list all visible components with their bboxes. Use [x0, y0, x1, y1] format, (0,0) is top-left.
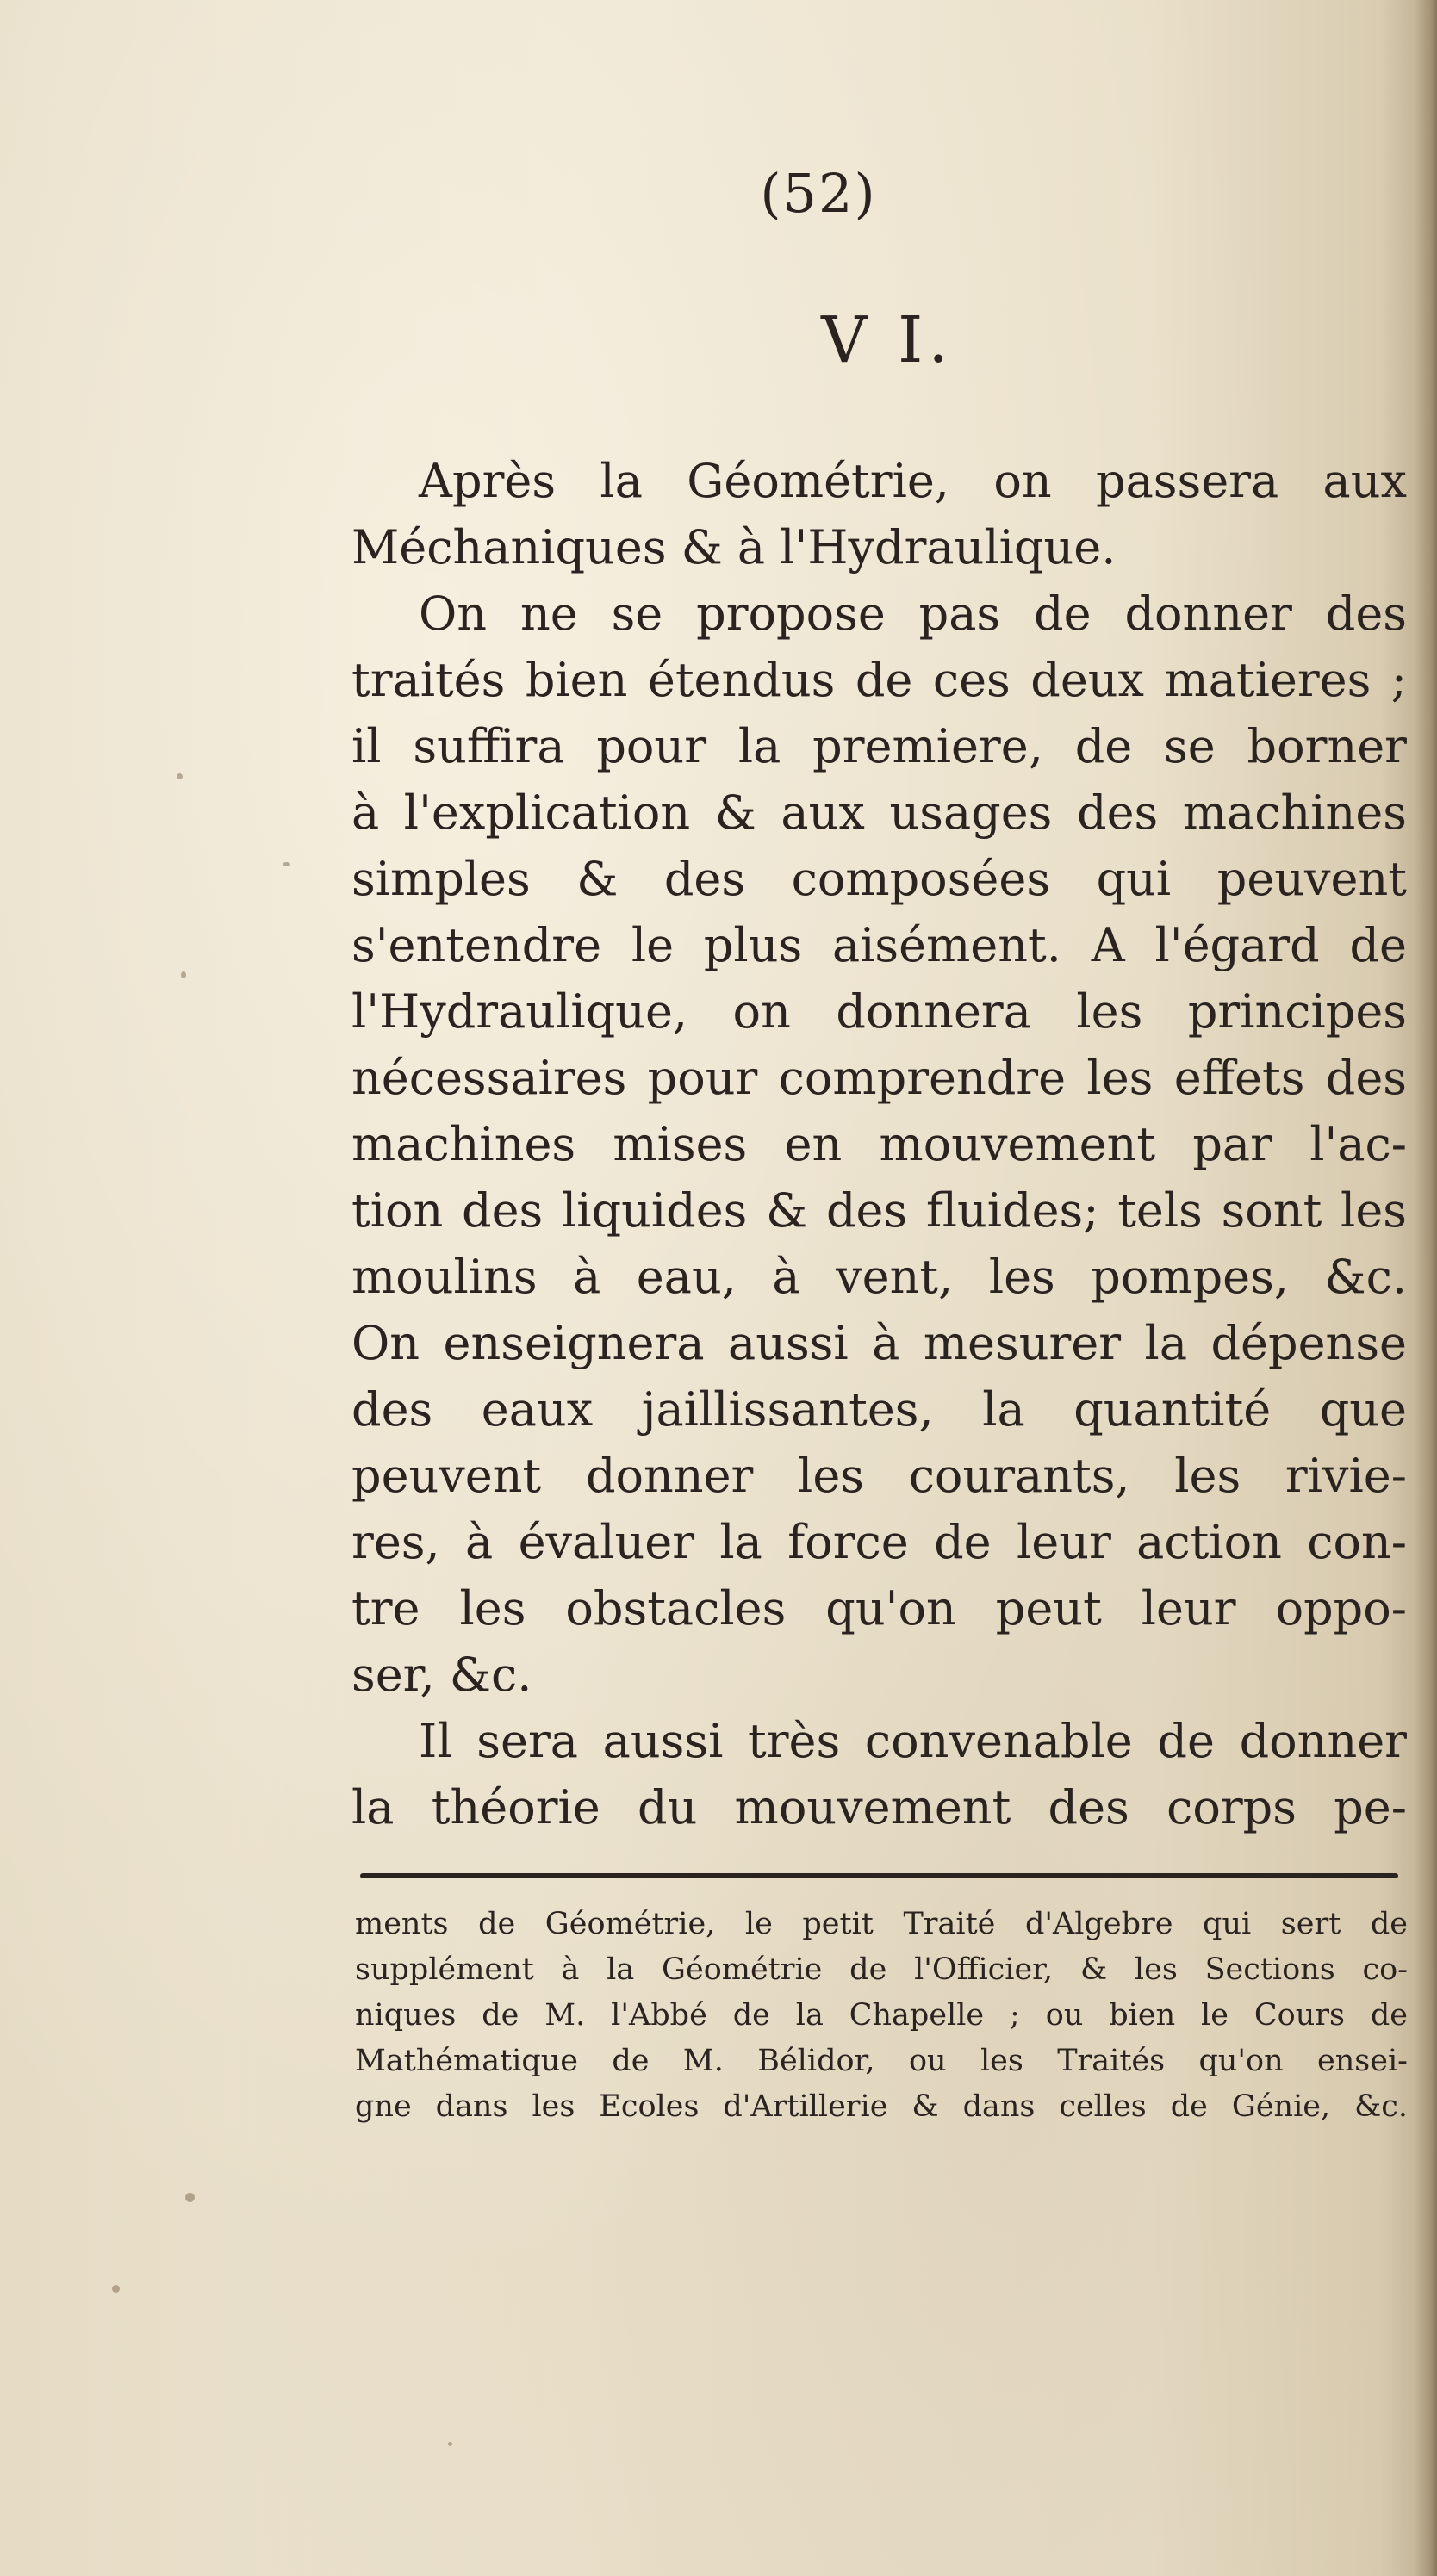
- foxing-spot: [181, 971, 186, 978]
- body-line: la théorie du mouvement des corps pe-: [351, 1780, 1407, 1834]
- body-line: nécessaires pour comprendre les effets des: [351, 1051, 1407, 1105]
- footnote-line: Mathématique de M. Bélidor, ou les Traités qu'on ensei-: [355, 2044, 1408, 2078]
- page-edge-shadow: [1415, 0, 1437, 2576]
- body-text: [351, 448, 1407, 1840]
- body-line: res, à évaluer la force de leur action con-: [351, 1515, 1407, 1569]
- page-number: (52): [760, 162, 877, 225]
- body-line: On enseignera aussi à mesurer la dépense: [351, 1316, 1407, 1370]
- body-line: simples & des composées qui peuvent: [351, 852, 1407, 906]
- foxing-spot: [177, 773, 183, 779]
- body-line: Après la Géométrie, on passera aux: [419, 454, 1407, 508]
- body-line: Méchaniques & à l'Hydraulique.: [351, 520, 1117, 574]
- body-line: Il sera aussi très convenable de donner: [419, 1714, 1407, 1768]
- foxing-spot: [112, 2285, 120, 2293]
- footnote-line: supplément à la Géométrie de l'Officier, & les Sections co-: [355, 1952, 1408, 1987]
- body-line: tion des liquides & des fluides; tels sont les: [351, 1183, 1407, 1238]
- body-line: machines mises en mouvement par l'ac-: [351, 1117, 1407, 1171]
- body-line: tre les obstacles qu'on peut leur oppo-: [351, 1581, 1407, 1636]
- body-line: moulins à eau, à vent, les pompes, &c.: [351, 1250, 1407, 1304]
- body-line: s'entendre le plus aisément. A l'égard de: [351, 918, 1407, 972]
- foxing-spot: [448, 2442, 452, 2446]
- body-line: l'Hydraulique, on donnera les principes: [351, 984, 1407, 1039]
- footnote-line: niques de M. l'Abbé de la Chapelle ; ou bien le Cours de: [355, 1998, 1408, 2033]
- footnote: [355, 1902, 1408, 2130]
- footnote-line: ments de Géométrie, le petit Traité d'Algebre qui sert de: [355, 1907, 1408, 1941]
- body-line: il suffira pour la premiere, de se borner: [351, 719, 1407, 773]
- body-line: à l'explication & aux usages des machines: [351, 785, 1407, 840]
- body-line: des eaux jaillissantes, la quantité que: [351, 1382, 1407, 1437]
- body-line: peuvent donner les courants, les rivie-: [351, 1449, 1407, 1503]
- body-line: ser, &c.: [351, 1648, 532, 1702]
- section-title: V I.: [821, 303, 954, 377]
- body-line: traités bien étendus de ces deux matieres ;: [351, 653, 1407, 707]
- foxing-spot: [283, 862, 290, 866]
- footnote-line: gne dans les Ecoles d'Artillerie & dans celles de Génie, &c.: [355, 2089, 1408, 2124]
- body-line: On ne se propose pas de donner des: [419, 587, 1407, 641]
- foxing-spot: [185, 2193, 195, 2202]
- footnote-divider: [360, 1873, 1398, 1878]
